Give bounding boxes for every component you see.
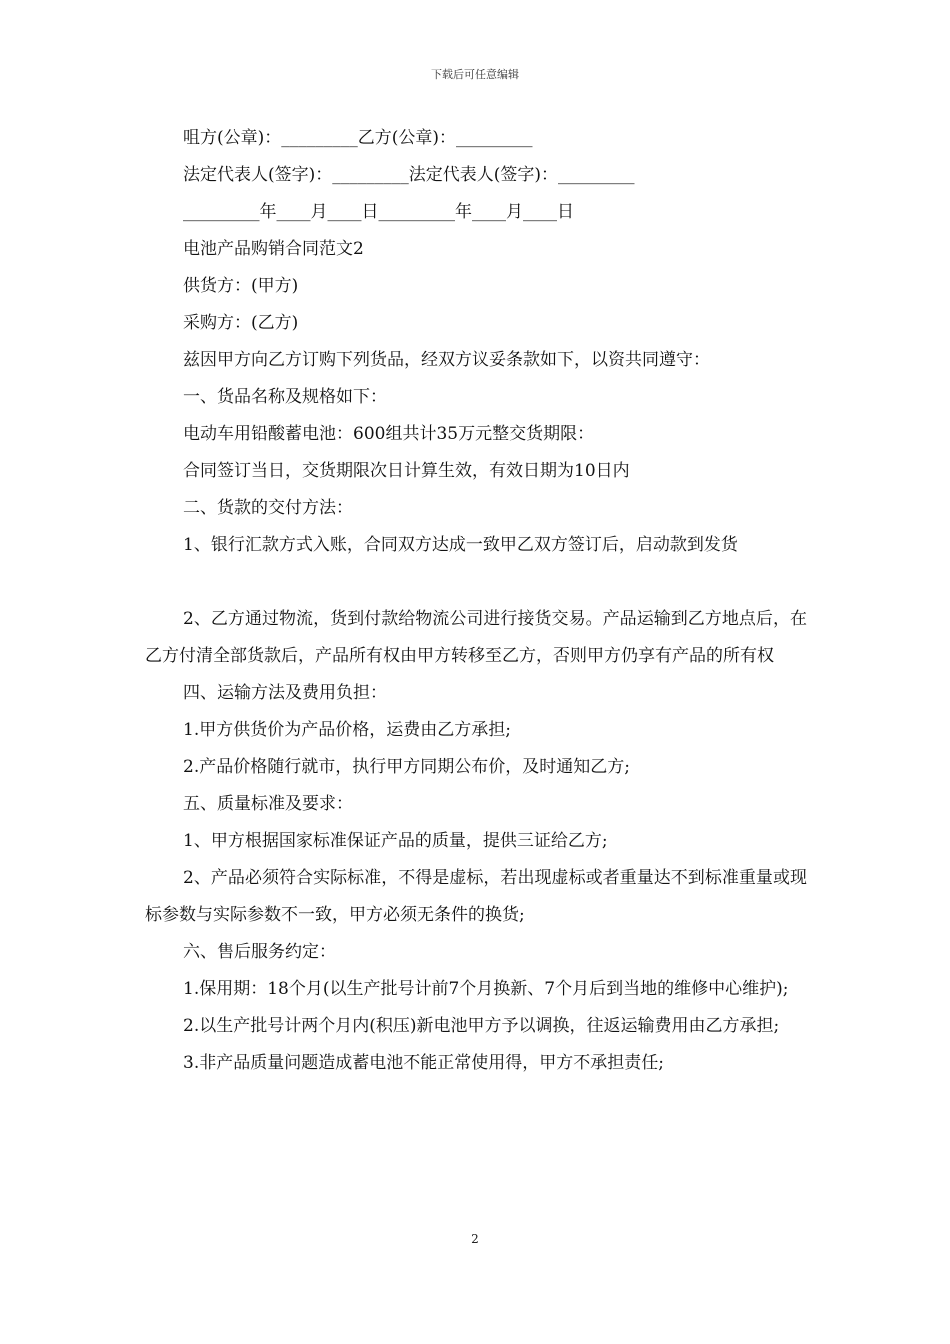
goods-description: 电动车用铅酸蓄电池：600组共计35万元整交货期限：: [183, 424, 595, 444]
supplier-line: 供货方：(甲方): [183, 276, 299, 296]
payment-clause-1: 1、银行汇款方式入账，合同双方达成一致甲乙双方签订后，启动款到发货: [183, 535, 738, 555]
blank-line: [145, 564, 807, 601]
section-heading-goods: 一、货品名称及规格如下：: [183, 387, 387, 407]
section-heading-payment: 二、货款的交付方法：: [183, 498, 353, 518]
service-clause-2: 2.以生产批号计两个月内(积压)新电池甲方予以调换，往返运输费用由乙方承担;: [183, 1016, 780, 1036]
page-number: 2: [471, 1232, 479, 1246]
contract-title: 电池产品购销合同范文2: [183, 239, 364, 259]
signature-line-representative: 法定代表人(签字)：_________法定代表人(签字)：_________: [183, 165, 635, 185]
delivery-term: 合同签订当日，交货期限次日计算生效，有效日期为10日内: [183, 461, 630, 481]
header-note: 下载后可任意编辑: [431, 68, 519, 81]
service-clause-1: 1.保用期：18个月(以生产批号计前7个月换新、7个月后到当地的维修中心维护);: [183, 979, 789, 999]
payment-clause-2: 2、乙方通过物流，货到付款给物流公司进行接货交易。产品运输到乙方地点后，在乙方付清全部货款后，产品所有权由甲方转移至乙方，否则甲方仍享有产品的所有权: [145, 609, 807, 666]
preamble: 兹因甲方向乙方订购下列货品，经双方议妥条款如下，以资共同遵守：: [183, 350, 710, 370]
service-clause-3: 3.非产品质量问题造成蓄电池不能正常使用得，甲方不承担责任;: [183, 1053, 664, 1073]
quality-clause-1: 1、甲方根据国家标准保证产品的质量，提供三证给乙方;: [183, 831, 608, 851]
quality-clause-2: 2、产品必须符合实际标准，不得是虚标，若出现虚标或者重量达不到标准重量或现标参数与实际参数不一致，甲方必须无条件的换货;: [145, 868, 807, 925]
transport-clause-2: 2.产品价格随行就市，执行甲方同期公布价，及时通知乙方;: [183, 757, 630, 777]
section-heading-quality: 五、质量标准及要求：: [183, 794, 353, 814]
section-heading-service: 六、售后服务约定：: [183, 942, 336, 962]
signature-line-date: _________年____月____日_________年____月____日: [183, 202, 574, 222]
document-body: [145, 120, 807, 1082]
signature-line-seal: 咀方(公章)：_________乙方(公章)：_________: [183, 128, 533, 148]
buyer-line: 采购方：(乙方): [183, 313, 299, 333]
section-heading-transport: 四、运输方法及费用负担：: [183, 683, 387, 703]
transport-clause-1: 1.甲方供货价为产品价格，运费由乙方承担;: [183, 720, 511, 740]
